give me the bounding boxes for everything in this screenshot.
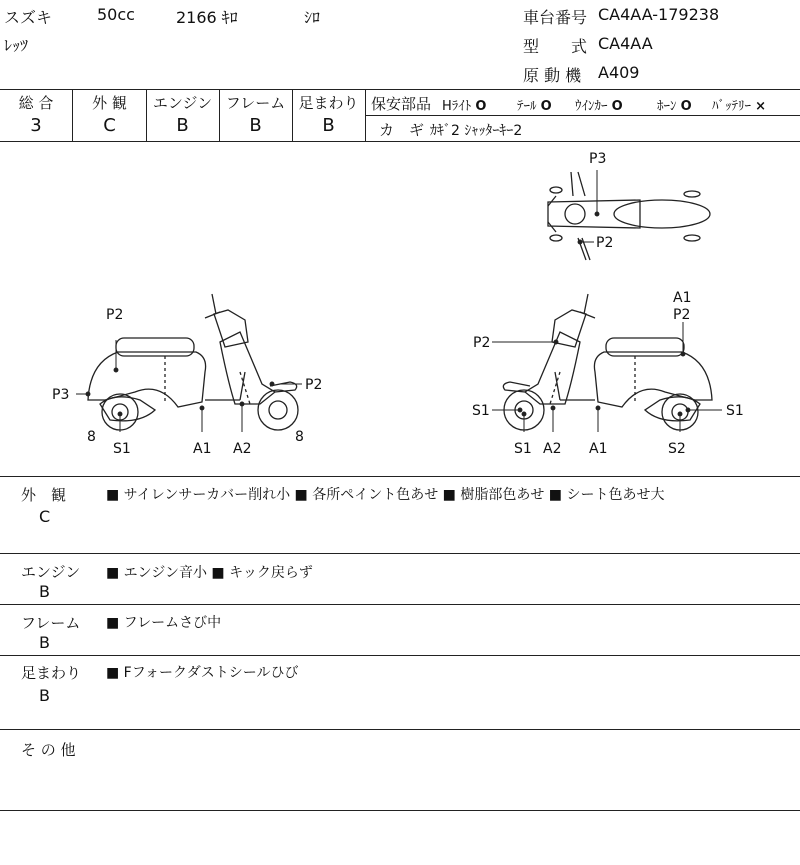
keys-label: カ ギ (379, 121, 425, 139)
scooter-top-view (548, 170, 710, 260)
label-top-p2: P2 (596, 235, 614, 251)
label-right-a1-top: A1 (673, 290, 692, 306)
label-right-s1-rear: S1 (726, 403, 744, 419)
label-left-p2-seat: P2 (106, 307, 124, 323)
table-top-border (0, 89, 800, 90)
grade-suspension: B (322, 115, 335, 136)
section-label: エンジン (21, 563, 81, 581)
safety-label: 保安部品 (371, 95, 432, 113)
safety-item-winker: ｳｲﾝｶｰ O (575, 99, 623, 114)
section-label: フレーム (21, 614, 81, 632)
grade-header-engine: エンジン (152, 94, 213, 112)
color: ｼﾛ (304, 8, 321, 27)
grade-header-exterior: 外 観 (92, 94, 127, 112)
label-right-s1-bottom: S1 (514, 441, 532, 457)
engine-label: 原 動 機 (523, 66, 582, 85)
label-left-8-rear: 8 (87, 429, 96, 445)
section-label: そ の 他 (21, 741, 76, 759)
label-left-a2: A2 (233, 441, 252, 457)
maker: スズキ (4, 8, 53, 27)
section-notes: ■ Fフォークダストシールひび (106, 665, 299, 681)
label-right-s1-side: S1 (472, 403, 490, 419)
safety-item-tail: ﾃｰﾙ O (517, 99, 552, 114)
label-left-8-front: 8 (295, 429, 304, 445)
grade-exterior: C (103, 115, 116, 136)
label-right-a2: A2 (543, 441, 562, 457)
grade-header-frame: フレーム (225, 94, 286, 112)
label-left-s1: S1 (113, 441, 131, 457)
diagram-bottom-border (0, 476, 800, 477)
displacement: 50cc (97, 5, 135, 24)
grade-overall: 3 (30, 115, 42, 136)
section-notes: ■ サイレンサーカバー削れ小 ■ 各所ペイント色あせ ■ 樹脂部色あせ ■ シート色あせ大 (106, 487, 665, 503)
section-label: 足まわり (21, 664, 82, 682)
frame-no: CA4AA-179238 (598, 5, 720, 24)
label-right-p2-front: P2 (473, 335, 491, 351)
section-grade: B (39, 633, 50, 652)
label-left-p3: P3 (52, 387, 70, 403)
model-name: ﾚｯﾂ (4, 36, 29, 55)
section-notes: ■ エンジン音小 ■ キック戻らず (106, 565, 313, 581)
engine-value: A409 (598, 63, 640, 82)
label-right-s2: S2 (668, 441, 686, 457)
label-left-a1: A1 (193, 441, 212, 457)
type-value: CA4AA (598, 34, 653, 53)
label-top-p3: P3 (589, 151, 607, 167)
safety-item-horn: ﾎｰﾝ O (657, 99, 692, 114)
safety-item-headlight: Hﾗｲﾄ O (442, 99, 487, 114)
label-left-p2-front: P2 (305, 377, 323, 393)
grade-header-overall: 総 合 (18, 94, 54, 112)
section-grade: C (39, 507, 51, 526)
section-grade: B (39, 686, 50, 705)
frame-no-label: 車台番号 (523, 8, 588, 27)
grade-engine: B (176, 115, 189, 136)
mileage: 2166 ｷﾛ (176, 8, 238, 27)
grade-header-suspension: 足まわり (298, 94, 359, 112)
type-label: 型 式 (523, 37, 588, 56)
section-grade: B (39, 582, 50, 601)
safety-item-battery: ﾊﾞｯﾃﾘｰ × (712, 99, 767, 114)
label-right-a1-bottom: A1 (589, 441, 608, 457)
section-label: 外 観 (21, 486, 67, 504)
grade-frame: B (249, 115, 262, 136)
section-notes: ■ フレームさび中 (106, 615, 222, 631)
keys-value: ｶｷﾞ2 ｼｬｯﾀｰｷｰ2 (430, 123, 523, 139)
label-right-p2-seat: P2 (673, 307, 691, 323)
